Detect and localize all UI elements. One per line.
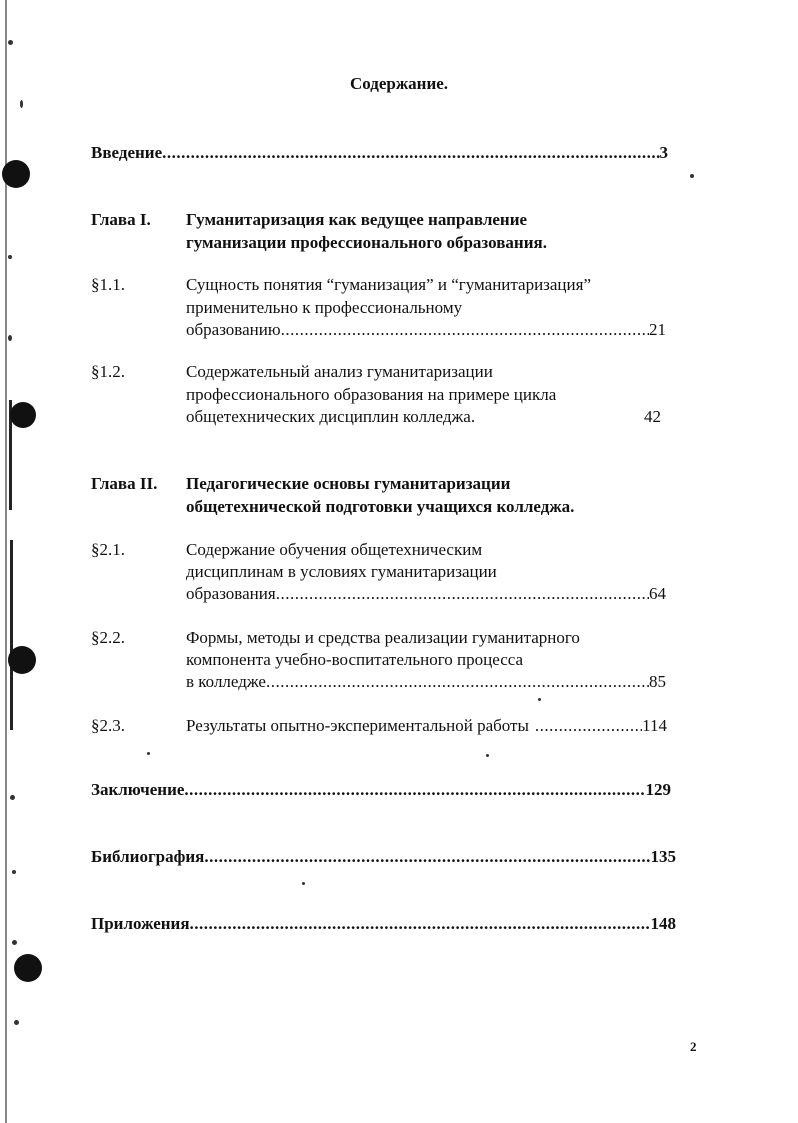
toc-bibliography-page: 135: [650, 847, 676, 866]
scan-speck: [538, 698, 541, 701]
scan-speck: [302, 882, 305, 885]
section-1-2-line1: Содержательный анализ гуманитаризации: [186, 362, 493, 381]
scan-speck: [10, 795, 15, 800]
scan-speck: [12, 870, 16, 874]
scan-speck: [147, 752, 150, 755]
section-2-1-number: §2.1.: [91, 540, 125, 559]
section-1-1-line1: Сущность понятия “гуманизация” и “гуманитаризация”: [186, 275, 591, 294]
leader-dots: [266, 672, 649, 692]
chapter1-title-line2: гуманизации профессионального образования.: [186, 233, 547, 252]
scan-speck: [8, 255, 12, 259]
chapter2-title-line1: Педагогические основы гуманитаризации: [186, 474, 511, 493]
scan-speck: [486, 754, 489, 757]
leader-dots: [535, 716, 642, 736]
section-1-1-page: 21: [649, 320, 666, 339]
toc-conclusion-label: Заключение: [91, 780, 185, 799]
section-1-1-number: §1.1.: [91, 275, 125, 294]
scan-speck: [14, 1020, 19, 1025]
section-1-2-line2: профессионального образования на примере цикла: [186, 385, 557, 404]
section-2-2-line3: в колледже: [186, 672, 266, 691]
section-2-1-line1: Содержание обучения общетехническим: [186, 540, 483, 559]
toc-appendix: [91, 914, 676, 934]
section-2-1-line3: образования: [186, 584, 276, 603]
leader-dots: [281, 320, 649, 340]
section-2-1-page: 64: [649, 584, 666, 603]
section-1-1-line3: образованию: [186, 320, 281, 339]
toc-intro: [91, 143, 668, 163]
punch-hole: [2, 160, 30, 188]
leader-dots: [190, 914, 651, 934]
scan-speck: [20, 100, 23, 108]
section-1-2-page: 42: [644, 407, 661, 426]
scan-speck: [8, 40, 13, 45]
section-2-2-number: §2.2.: [91, 628, 125, 647]
section-2-1-entry: [186, 584, 666, 604]
chapter2-number: Глава II.: [91, 474, 158, 493]
scan-speck: [690, 174, 694, 178]
section-2-3-page: 114: [642, 716, 667, 735]
scan-speck: [8, 335, 12, 341]
toc-intro-page: 3: [659, 143, 668, 162]
section-2-3-line1: Результаты опытно-экспериментальной работы: [186, 716, 529, 735]
toc-appendix-page: 148: [650, 914, 676, 933]
toc-appendix-label: Приложения: [91, 914, 190, 933]
toc-intro-label: Введение: [91, 143, 163, 162]
toc-bibliography-label: Библиография: [91, 847, 205, 866]
punch-hole: [10, 402, 36, 428]
scan-edge-line-bold: [10, 540, 13, 730]
section-1-1-entry: [186, 320, 666, 340]
scan-speck: [12, 940, 17, 945]
section-2-2-entry: [186, 672, 666, 692]
section-1-1-line2: применительно к профессиональному: [186, 298, 463, 317]
punch-hole: [14, 954, 42, 982]
toc-bibliography: [91, 847, 676, 867]
chapter1-title-line1: Гуманитаризация как ведущее направление: [186, 210, 528, 229]
page-number: 2: [690, 1039, 697, 1054]
punch-hole: [8, 646, 36, 674]
chapter2-title-line2: общетехнической подготовки учащихся колледжа.: [186, 497, 575, 516]
section-2-1-line2: дисциплинам в условиях гуманитаризации: [186, 562, 497, 581]
section-2-3-entry: [186, 716, 667, 736]
section-2-2-line2: компонента учебно-воспитательного процесса: [186, 650, 524, 669]
section-2-3-number: §2.3.: [91, 716, 125, 735]
chapter1-number: Глава I.: [91, 210, 151, 229]
leader-dots: [184, 780, 645, 800]
section-2-2-line1: Формы, методы и средства реализации гуманитарного: [186, 628, 580, 647]
leader-dots: [276, 584, 649, 604]
toc-conclusion: [91, 780, 671, 800]
section-1-2-number: §1.2.: [91, 362, 125, 381]
page-title: Содержание.: [349, 74, 449, 93]
leader-dots: [204, 847, 650, 867]
toc-conclusion-page: 129: [645, 780, 671, 799]
leader-dots: [162, 143, 659, 163]
section-2-2-page: 85: [649, 672, 666, 691]
section-1-2-line3: общетехнических дисциплин колледжа.: [186, 407, 476, 426]
